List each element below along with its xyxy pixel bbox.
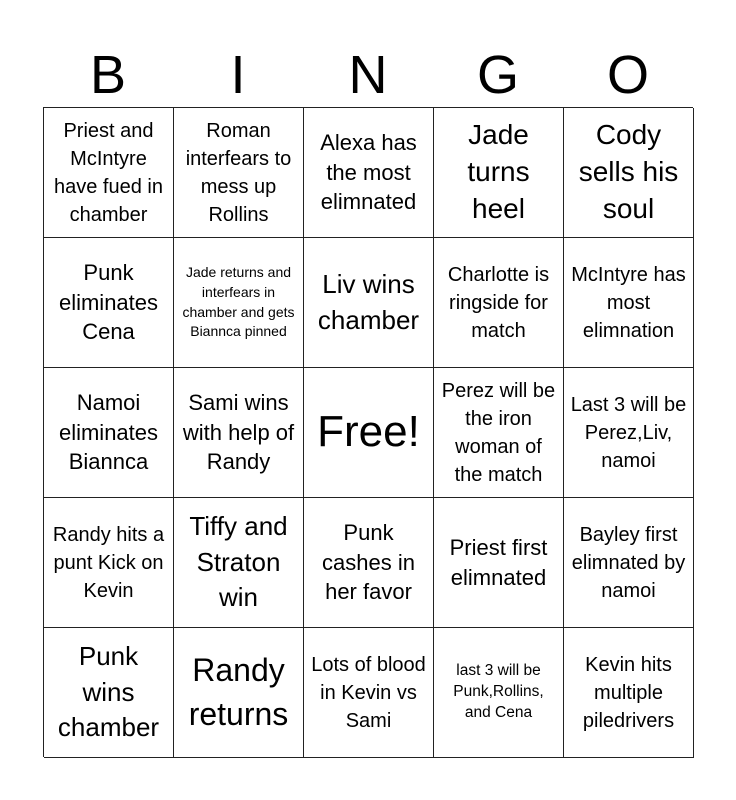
cell-text: Tiffy and Straton win — [189, 510, 288, 613]
bingo-cell[interactable] — [564, 628, 694, 758]
cell-text: McIntyre has most elimnation — [571, 263, 686, 342]
header-letter-b: B — [89, 45, 127, 105]
bingo-cell[interactable] — [434, 498, 564, 628]
cell-text: Perez will be the iron woman of the match — [441, 379, 556, 486]
free-space-cell[interactable] — [304, 368, 434, 498]
cell-text: Lots of blood in Kevin vs Sami — [311, 653, 426, 732]
cell-text: Randy hits a punt Kick on Kevin — [52, 523, 165, 602]
cell-text: Priest and McIntyre have fued in chamber — [54, 119, 163, 226]
bingo-header — [43, 42, 693, 108]
cell-text: last 3 will be Punk,Rollins, and Cena — [453, 662, 544, 721]
cell-text: Randy returns — [188, 652, 289, 732]
bingo-cell[interactable] — [174, 108, 304, 238]
bingo-cell[interactable] — [174, 498, 304, 628]
bingo-cell[interactable] — [434, 238, 564, 368]
bingo-cell[interactable] — [304, 238, 434, 368]
cell-text: Jade turns heel — [467, 119, 530, 224]
bingo-cell[interactable] — [564, 238, 694, 368]
cell-text: Last 3 will be Perez,Liv, namoi — [570, 393, 687, 472]
cell-text: Charlotte is ringside for match — [447, 263, 550, 342]
bingo-cell[interactable] — [174, 368, 304, 498]
cell-text: Alexa has the most elimnated — [320, 129, 417, 215]
bingo-cell[interactable] — [304, 498, 434, 628]
cell-text: Priest first elimnated — [449, 534, 548, 590]
header-letter-n: N — [348, 45, 388, 105]
bingo-cell[interactable] — [564, 368, 694, 498]
cell-text: Kevin hits multiple piledrivers — [582, 653, 675, 732]
bingo-cell[interactable] — [434, 628, 564, 758]
cell-text: Roman interfears to mess up Rollins — [185, 119, 292, 226]
bingo-cell[interactable] — [434, 108, 564, 238]
bingo-cell[interactable] — [564, 498, 694, 628]
bingo-cell[interactable] — [44, 628, 174, 758]
cell-text: Bayley first elimnated by namoi — [571, 523, 686, 602]
bingo-cell[interactable] — [44, 108, 174, 238]
bingo-cell[interactable] — [44, 498, 174, 628]
cell-text: Liv wins chamber — [317, 268, 420, 335]
bingo-cell[interactable] — [44, 368, 174, 498]
bingo-cell[interactable] — [174, 238, 304, 368]
bingo-cell[interactable] — [304, 628, 434, 758]
cell-text: Punk cashes in her favor — [322, 519, 415, 605]
free-space-label: Free! — [317, 407, 420, 457]
bingo-cell[interactable] — [434, 368, 564, 498]
bingo-cell[interactable] — [174, 628, 304, 758]
cell-text: Punk wins chamber — [57, 640, 160, 743]
bingo-cell[interactable] — [304, 108, 434, 238]
bingo-cell[interactable] — [44, 238, 174, 368]
cell-text: Cody sells his soul — [578, 119, 679, 224]
header-letter-g: G — [476, 45, 519, 105]
cell-text: Sami wins with help of Randy — [182, 389, 295, 475]
cell-text: Namoi eliminates Biannca — [58, 389, 159, 475]
header-letter-i: I — [230, 45, 246, 105]
bingo-cell[interactable] — [564, 108, 694, 238]
cell-text: Punk eliminates Cena — [58, 259, 159, 345]
header-letter-o: O — [606, 45, 649, 105]
bingo-card-grid — [43, 107, 693, 757]
cell-text: Jade returns and interfears in chamber and gets Biannca pinned — [182, 264, 295, 340]
